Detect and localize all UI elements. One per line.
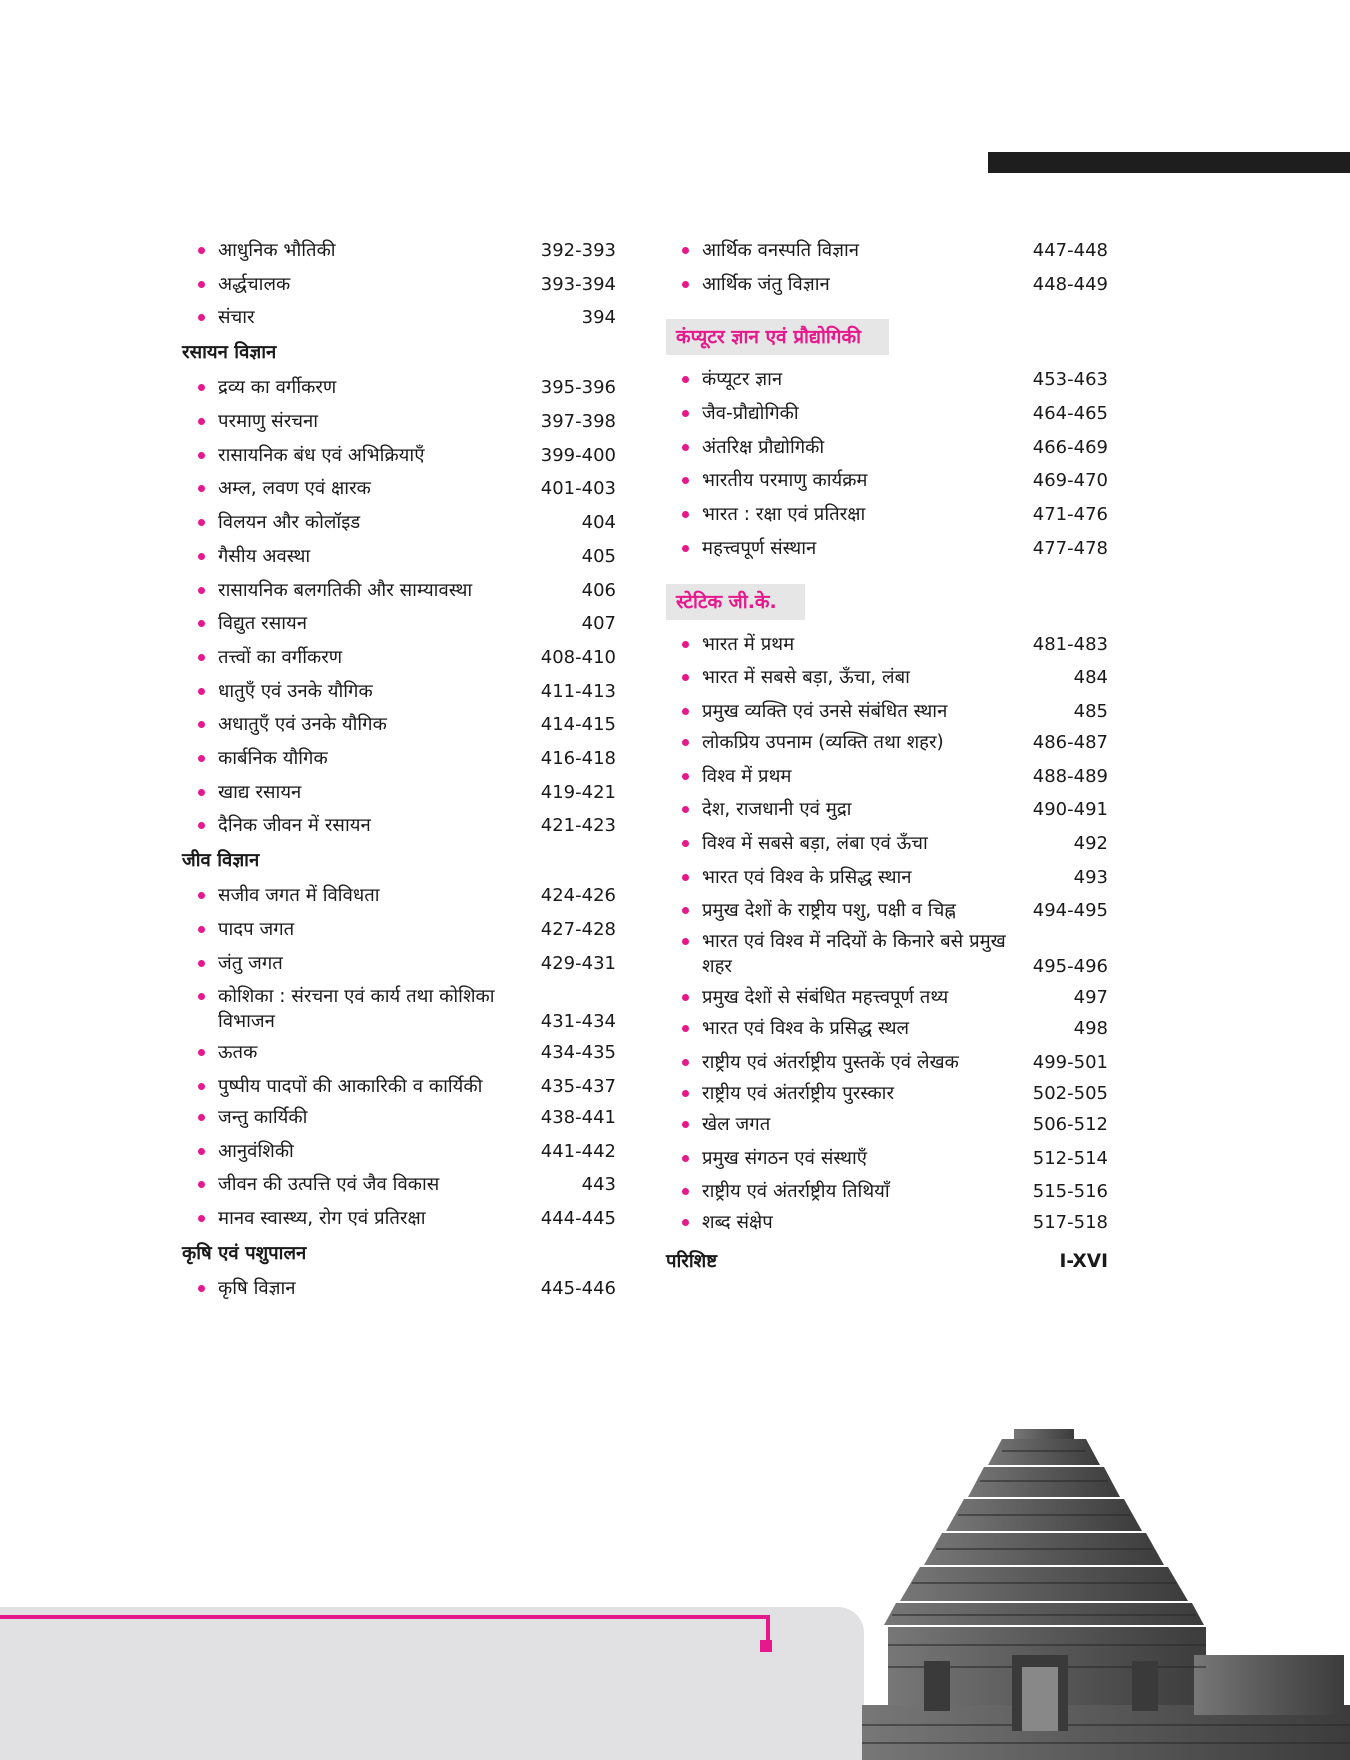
toc-entry-label: पुष्पीय पादपों की आकारिकी व कार्यिकी bbox=[218, 1076, 483, 1098]
bullet-icon bbox=[198, 993, 205, 1000]
toc-entry bbox=[666, 468, 1108, 493]
toc-entry-pages: 497 bbox=[1073, 987, 1108, 1009]
toc-entry-label: कोशिका : संरचना एवं कार्य तथा कोशिका विभाजन bbox=[218, 986, 495, 1033]
toc-entry bbox=[182, 443, 616, 468]
bullet-icon bbox=[682, 410, 689, 417]
toc-entry-label: कंप्यूटर ज्ञान bbox=[702, 369, 783, 391]
toc-entry-label: मानव स्वास्थ्य, रोग एवं प्रतिरक्षा bbox=[218, 1208, 426, 1230]
toc-entry-label: अंतरिक्ष प्रौद्योगिकी bbox=[702, 436, 825, 458]
bullet-icon bbox=[682, 376, 689, 383]
toc-entry-label: कृषि विज्ञान bbox=[218, 1278, 296, 1300]
toc-entry-label: पादप जगत bbox=[218, 919, 295, 940]
bullet-icon bbox=[682, 641, 689, 648]
toc-entry-label: सजीव जगत में विविधता bbox=[218, 885, 380, 907]
bullet-icon bbox=[682, 1121, 689, 1128]
toc-entry-label: विलयन और कोलॉइड bbox=[218, 512, 361, 534]
bullet-icon bbox=[198, 1285, 205, 1292]
toc-entry-label: राष्ट्रीय एवं अंतर्राष्ट्रीय पुरस्कार bbox=[702, 1083, 895, 1104]
toc-entry-pages: 471-476 bbox=[1032, 504, 1108, 526]
footer-accent-square bbox=[760, 1640, 772, 1652]
toc-entry-pages: 435-437 bbox=[540, 1076, 616, 1098]
toc-entry-label: दैनिक जीवन में रसायन bbox=[218, 815, 371, 837]
bullet-icon bbox=[198, 1049, 205, 1056]
toc-entry-pages: 416-418 bbox=[540, 747, 616, 769]
bullet-icon bbox=[198, 755, 205, 762]
bullet-icon bbox=[198, 553, 205, 560]
toc-entry-label: ऊतक bbox=[218, 1042, 258, 1064]
appendix-label: परिशिष्ट bbox=[666, 1251, 718, 1273]
bullet-icon bbox=[682, 1025, 689, 1032]
toc-entry bbox=[666, 1112, 1108, 1137]
bullet-icon bbox=[682, 806, 689, 813]
toc-entry-pages: 484 bbox=[1073, 667, 1108, 689]
toc-entry-pages: 405 bbox=[581, 545, 616, 567]
toc-entry-label: संचार bbox=[218, 307, 255, 329]
toc-entry-pages: 466-469 bbox=[1032, 436, 1108, 458]
bullet-icon bbox=[198, 418, 205, 425]
bullet-icon bbox=[198, 1148, 205, 1155]
bullet-icon bbox=[682, 477, 689, 484]
toc-entry-pages: 495-496 bbox=[1032, 956, 1108, 978]
toc-entry-label: देश, राजधानी एवं मुद्रा bbox=[702, 799, 852, 821]
toc-entry-pages: 517-518 bbox=[1032, 1212, 1108, 1234]
toc-entry-pages: 429-431 bbox=[540, 952, 616, 974]
toc-entry-pages: 397-398 bbox=[540, 411, 616, 433]
toc-entry-label: भारत एवं विश्व के प्रसिद्ध स्थान bbox=[702, 866, 912, 888]
bullet-icon bbox=[682, 840, 689, 847]
toc-entry-label: अम्ल, लवण एवं क्षारक bbox=[218, 478, 371, 500]
toc-entry-pages: 406 bbox=[581, 579, 616, 601]
bullet-icon bbox=[198, 247, 205, 254]
header-black-bar bbox=[988, 152, 1350, 173]
bullet-icon bbox=[682, 1155, 689, 1162]
toc-entry bbox=[182, 984, 616, 1034]
toc-entry bbox=[182, 645, 616, 670]
toc-entry-label: जन्तु कार्यिकी bbox=[218, 1107, 308, 1129]
bullet-icon bbox=[198, 1114, 205, 1121]
agriculture-list bbox=[182, 1276, 616, 1301]
toc-entry-label: विद्युत रसायन bbox=[218, 613, 308, 635]
bullet-icon bbox=[682, 1219, 689, 1226]
bullet-icon bbox=[198, 485, 205, 492]
toc-entry-pages: 453-463 bbox=[1032, 369, 1108, 391]
toc-entry bbox=[182, 746, 616, 771]
chemistry-list bbox=[182, 375, 616, 838]
toc-entry-pages: 488-489 bbox=[1032, 765, 1108, 787]
toc-entry bbox=[666, 865, 1108, 890]
footer-accent-line bbox=[0, 1615, 770, 1619]
toc-entry-pages: 506-512 bbox=[1032, 1114, 1108, 1135]
toc-entry-pages: 411-413 bbox=[540, 680, 616, 702]
toc-entry-pages: 393-394 bbox=[540, 273, 616, 295]
toc-entry bbox=[182, 1139, 616, 1164]
toc-entry-pages: 499-501 bbox=[1032, 1052, 1108, 1073]
toc-entry-label: शब्द संक्षेप bbox=[702, 1212, 773, 1234]
toc-entry bbox=[182, 1276, 616, 1301]
toc-entry-pages: 444-445 bbox=[540, 1208, 616, 1230]
toc-entry-pages: 502-505 bbox=[1032, 1083, 1108, 1104]
toc-entry-label: भारतीय परमाणु कार्यक्रम bbox=[702, 470, 868, 492]
toc-entry-label: अधातुएँ एवं उनके यौगिक bbox=[218, 714, 387, 736]
bullet-icon bbox=[682, 708, 689, 715]
bullet-icon bbox=[682, 1188, 689, 1195]
bullet-icon bbox=[198, 1181, 205, 1188]
footer-grey-panel bbox=[0, 1607, 864, 1760]
bullet-icon bbox=[198, 654, 205, 661]
toc-entry-pages: 447-448 bbox=[1032, 240, 1108, 261]
bullet-icon bbox=[198, 1083, 205, 1090]
toc-entry-pages: 399-400 bbox=[540, 444, 616, 466]
appendix-entry bbox=[666, 1249, 1108, 1274]
toc-entry-label: धातुएँ एवं उनके यौगिक bbox=[218, 680, 373, 702]
bullet-icon bbox=[198, 620, 205, 627]
toc-entry-label: लोकप्रिय उपनाम (व्यक्ति तथा शहर) bbox=[702, 731, 944, 753]
toc-entry-label: द्रव्य का वर्गीकरण bbox=[218, 377, 337, 399]
bullet-icon bbox=[682, 247, 689, 254]
toc-entry-pages: 481-483 bbox=[1032, 633, 1108, 655]
toc-entry-label: राष्ट्रीय एवं अंतर्राष्ट्रीय तिथियाँ bbox=[702, 1181, 890, 1203]
section-heading-chemistry: रसायन विज्ञान bbox=[182, 342, 277, 364]
toc-entry-label: भारत में सबसे बड़ा, ऊँचा, लंबा bbox=[702, 667, 910, 689]
toc-entry-pages: 395-396 bbox=[540, 377, 616, 399]
toc-entry-label: रासायनिक बंध एवं अभिक्रियाएँ bbox=[218, 444, 425, 466]
toc-entry-pages: 414-415 bbox=[540, 714, 616, 736]
toc-entry bbox=[666, 401, 1108, 426]
bullet-icon bbox=[198, 688, 205, 695]
toc-entry bbox=[182, 917, 616, 942]
toc-entry bbox=[666, 1050, 1108, 1075]
toc-entry-label: जैव-प्रौद्योगिकी bbox=[702, 403, 799, 425]
static-gk-list bbox=[666, 632, 1108, 1236]
toc-entry-pages: 401-403 bbox=[540, 478, 616, 500]
section-heading-computer: कंप्यूटर ज्ञान एवं प्रौद्योगिकी bbox=[666, 319, 889, 355]
toc-entry-label: खाद्य रसायन bbox=[218, 781, 302, 803]
toc-entry-pages: 469-470 bbox=[1032, 470, 1108, 492]
toc-entry bbox=[666, 797, 1108, 822]
bullet-icon bbox=[198, 822, 205, 829]
bullet-icon bbox=[682, 739, 689, 746]
toc-entry bbox=[182, 611, 616, 636]
toc-entry-pages: 434-435 bbox=[540, 1042, 616, 1064]
toc-entry-label: जंतु जगत bbox=[218, 952, 283, 974]
toc-entry bbox=[182, 780, 616, 805]
toc-entry bbox=[666, 1081, 1108, 1106]
toc-entry-label: राष्ट्रीय एवं अंतर्राष्ट्रीय पुस्तकें एवं लेखक bbox=[702, 1052, 959, 1073]
bullet-icon bbox=[198, 789, 205, 796]
toc-entry bbox=[666, 985, 1108, 1010]
bullet-icon bbox=[198, 519, 205, 526]
toc-entry-label: आर्थिक जंतु विज्ञान bbox=[702, 273, 830, 295]
toc-entry-label: खेल जगत bbox=[702, 1114, 771, 1135]
toc-entry-pages: 494-495 bbox=[1032, 900, 1108, 922]
toc-entry-pages: 498 bbox=[1073, 1018, 1108, 1040]
bullet-icon bbox=[682, 281, 689, 288]
toc-entry-pages: 485 bbox=[1073, 700, 1108, 722]
toc-entry-pages: 515-516 bbox=[1032, 1181, 1108, 1203]
toc-entry bbox=[182, 1105, 616, 1130]
toc-entry-label: परमाणु संरचना bbox=[218, 411, 319, 433]
toc-entry-label: अर्द्धचालक bbox=[218, 273, 291, 295]
bullet-icon bbox=[682, 674, 689, 681]
toc-entry-pages: 448-449 bbox=[1032, 273, 1108, 295]
toc-entry bbox=[182, 272, 616, 297]
toc-entry bbox=[182, 951, 616, 976]
toc-entry-pages: 490-491 bbox=[1032, 799, 1108, 821]
toc-entry-label: भारत एवं विश्व में नदियों के किनारे बसे प्रमुख शहर bbox=[702, 931, 1006, 978]
toc-entry bbox=[666, 764, 1108, 789]
toc-entry-label: आर्थिक वनस्पति विज्ञान bbox=[702, 240, 860, 261]
konark-temple-icon bbox=[862, 1405, 1350, 1760]
bullet-icon bbox=[682, 994, 689, 1001]
bullet-icon bbox=[682, 874, 689, 881]
toc-entry-label: प्रमुख देशों के राष्ट्रीय पशु, पक्षी व चिह्न bbox=[702, 900, 956, 922]
bullet-icon bbox=[198, 587, 205, 594]
toc-entry-pages: 421-423 bbox=[540, 815, 616, 837]
toc-entry bbox=[666, 1179, 1108, 1204]
bullet-icon bbox=[198, 721, 205, 728]
toc-entry bbox=[182, 578, 616, 603]
toc-entry bbox=[666, 699, 1108, 724]
toc-entry-label: महत्त्वपूर्ण संस्थान bbox=[702, 537, 817, 559]
toc-entry-pages: 438-441 bbox=[540, 1107, 616, 1129]
toc-entry bbox=[182, 510, 616, 535]
computer-list bbox=[666, 367, 1108, 560]
bullet-icon bbox=[198, 926, 205, 933]
toc-entry-pages: 431-434 bbox=[540, 1011, 616, 1033]
section-heading-agriculture: कृषि एवं पशुपालन bbox=[182, 1243, 307, 1265]
biology-list bbox=[182, 883, 616, 1231]
toc-entry-pages: 445-446 bbox=[540, 1278, 616, 1300]
toc-entry-pages: 407 bbox=[581, 613, 616, 635]
physics-list bbox=[182, 238, 616, 330]
section-heading-static-gk: स्टेटिक जी.के. bbox=[666, 584, 805, 620]
bullet-icon bbox=[682, 511, 689, 518]
toc-entry-label: भारत में प्रथम bbox=[702, 633, 795, 655]
toc-entry-pages: 464-465 bbox=[1032, 403, 1108, 425]
bullet-icon bbox=[682, 1090, 689, 1097]
bullet-icon bbox=[682, 773, 689, 780]
toc-entry bbox=[182, 679, 616, 704]
toc-left-column bbox=[182, 238, 616, 1310]
toc-entry-pages: 441-442 bbox=[540, 1140, 616, 1162]
toc-entry-pages: 493 bbox=[1073, 866, 1108, 888]
toc-entry-pages: 486-487 bbox=[1032, 731, 1108, 753]
toc-entry bbox=[666, 929, 1108, 979]
toc-entry-pages: 408-410 bbox=[540, 646, 616, 668]
toc-entry bbox=[666, 632, 1108, 657]
bullet-icon bbox=[198, 892, 205, 899]
toc-entry-label: भारत : रक्षा एवं प्रतिरक्षा bbox=[702, 504, 866, 526]
bullet-icon bbox=[682, 545, 689, 552]
toc-entry bbox=[666, 730, 1108, 755]
toc-entry bbox=[666, 898, 1108, 923]
toc-entry-label: आनुवंशिकी bbox=[218, 1140, 294, 1162]
toc-entry-label: तत्त्वों का वर्गीकरण bbox=[218, 646, 343, 668]
toc-entry-pages: 392-393 bbox=[540, 240, 616, 261]
bullet-icon bbox=[198, 960, 205, 967]
section-heading-biology: जीव विज्ञान bbox=[182, 850, 260, 872]
toc-entry bbox=[182, 1206, 616, 1231]
toc-entry-label: जीवन की उत्पत्ति एवं जैव विकास bbox=[218, 1174, 440, 1196]
toc-entry bbox=[666, 272, 1108, 297]
toc-right-column bbox=[666, 238, 1108, 1274]
bullet-icon bbox=[682, 444, 689, 451]
toc-entry bbox=[182, 712, 616, 737]
bullet-icon bbox=[682, 938, 689, 945]
toc-entry bbox=[666, 536, 1108, 561]
toc-entry bbox=[182, 409, 616, 434]
toc-entry bbox=[182, 813, 616, 838]
toc-entry bbox=[182, 883, 616, 908]
toc-entry bbox=[666, 1210, 1108, 1235]
toc-entry-pages: 477-478 bbox=[1032, 537, 1108, 559]
toc-entry-pages: 443 bbox=[581, 1174, 616, 1196]
toc-entry bbox=[666, 1016, 1108, 1041]
toc-entry bbox=[182, 305, 616, 330]
toc-entry-pages: 404 bbox=[581, 512, 616, 534]
toc-entry-label: प्रमुख व्यक्ति एवं उनसे संबंधित स्थान bbox=[702, 700, 948, 722]
toc-entry bbox=[666, 665, 1108, 690]
toc-entry-pages: 427-428 bbox=[540, 919, 616, 940]
bullet-icon bbox=[682, 907, 689, 914]
toc-entry bbox=[182, 375, 616, 400]
bullet-icon bbox=[198, 384, 205, 391]
toc-entry bbox=[666, 831, 1108, 856]
toc-entry bbox=[182, 1172, 616, 1197]
toc-entry-label: भारत एवं विश्व के प्रसिद्ध स्थल bbox=[702, 1018, 910, 1040]
toc-entry bbox=[666, 238, 1108, 263]
toc-entry-label: गैसीय अवस्था bbox=[218, 545, 311, 567]
toc-entry bbox=[666, 367, 1108, 392]
toc-entry bbox=[182, 1074, 616, 1099]
toc-entry bbox=[182, 1040, 616, 1065]
toc-entry bbox=[182, 476, 616, 501]
appendix-pages: I-XVI bbox=[1059, 1251, 1108, 1273]
toc-entry-label: प्रमुख संगठन एवं संस्थाएँ bbox=[702, 1147, 867, 1169]
toc-entry-pages: 492 bbox=[1073, 832, 1108, 854]
toc-entry-label: कार्बनिक यौगिक bbox=[218, 747, 328, 769]
bullet-icon bbox=[198, 281, 205, 288]
toc-entry bbox=[666, 435, 1108, 460]
toc-entry-label: प्रमुख देशों से संबंधित महत्त्वपूर्ण तथ्य bbox=[702, 987, 949, 1009]
economic-list bbox=[666, 238, 1108, 297]
toc-entry-pages: 512-514 bbox=[1032, 1147, 1108, 1169]
toc-entry-pages: 419-421 bbox=[540, 781, 616, 803]
toc-entry-label: आधुनिक भौतिकी bbox=[218, 240, 336, 261]
bullet-icon bbox=[198, 1215, 205, 1222]
toc-entry bbox=[666, 502, 1108, 527]
toc-entry-label: रासायनिक बलगतिकी और साम्यावस्था bbox=[218, 579, 473, 601]
bullet-icon bbox=[198, 314, 205, 321]
bullet-icon bbox=[198, 452, 205, 459]
toc-entry-pages: 394 bbox=[581, 307, 616, 329]
bullet-icon bbox=[682, 1059, 689, 1066]
toc-entry-label: विश्व में प्रथम bbox=[702, 765, 792, 787]
toc-entry-pages: 424-426 bbox=[540, 885, 616, 907]
toc-entry bbox=[182, 544, 616, 569]
toc-entry bbox=[666, 1146, 1108, 1171]
toc-entry-label: विश्व में सबसे बड़ा, लंबा एवं ऊँचा bbox=[702, 832, 928, 854]
toc-entry bbox=[182, 238, 616, 263]
